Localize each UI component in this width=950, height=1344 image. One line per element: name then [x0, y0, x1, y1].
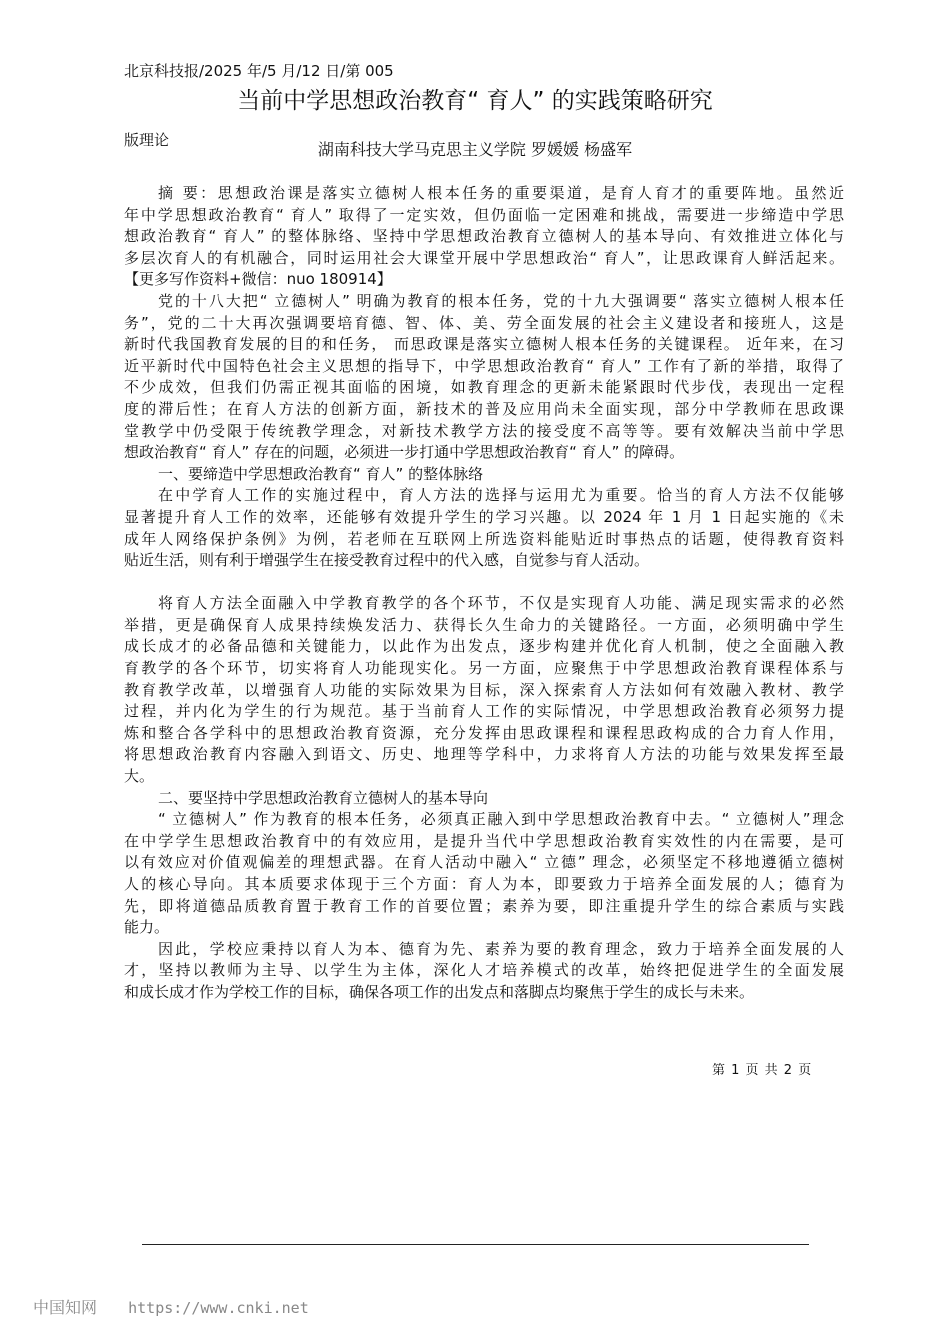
- paragraph: [124, 291, 844, 464]
- text-line: 年中学思想政治教育“ 育人” 取得了一定实效，但仍面临一定困难和挑战，需要进一步缔造中学思: [124, 205, 844, 224]
- text-line: 因此，学校应秉持以育人为本、德育为先、素养为要的教育理念，致力于培养全面发展的人: [158, 939, 844, 958]
- text-line: 成年人网络保护条例》为例，若老师在互联网上所选资料能贴近时事热点的话题，使得教育资料: [124, 529, 844, 548]
- page-number: 第 1 页 共 2 页: [712, 1063, 813, 1078]
- text-line: 多层次育人的有机融合，同时运用社会大课堂开展中学思想政治“ 育人”，让思政课育人鲜活起来。: [124, 248, 844, 267]
- text-line: 堂教学中仍受限于传统教学理念，对新技术教学方法的接受度不高等等。要有效解决当前中学思: [124, 421, 844, 440]
- text-line: 先，即将道德品质教育置于教育工作的首要位置；素养为要，即注重提升学生的综合素质与实践: [124, 896, 844, 915]
- text-line: 度的滞后性；在育人方法的创新方面，新技术的普及应用尚未全面实现，部分中学教师在思政课: [124, 399, 844, 418]
- text-line: 和成长成才作为学校工作的目标，确保各项工作的出发点和落脚点均聚焦于学生的成长与未来。: [124, 982, 755, 1001]
- text-line: 一、要缔造中学思想政治教育“ 育人” 的整体脉络: [158, 464, 484, 483]
- text-line: 二、要坚持中学思想政治教育立德树人的基本导向: [158, 788, 489, 807]
- text-line: 成长成才的必备品德和关键能力，以此作为出发点，逐步构建并优化育人机制，使之全面融入教: [124, 637, 844, 656]
- text-line: 在中学育人工作的实施过程中，育人方法的选择与运用尤为重要。恰当的育人方法不仅能够: [158, 486, 844, 505]
- text-line: 大。: [124, 767, 155, 786]
- text-line: “ 立德树人” 作为教育的根本任务，必须真正融入到中学思想政治教育中去。“ 立德树人”理念: [158, 810, 844, 829]
- section-heading: [124, 464, 844, 486]
- article-title: 当前中学思想政治教育“ 育人” 的实践策略研究: [237, 88, 713, 114]
- text-line: 在中学学生思想政治教育中的有效应用，是提升当代中学思想政治教育实效性的内在需要，是可: [124, 831, 844, 850]
- footer: [33, 1295, 309, 1318]
- paragraph: [124, 939, 844, 1004]
- text-line: 不少成效，但我们仍需正视其面临的困境，如教育理念的更新未能紧跟时代步伐，表现出一定程: [124, 378, 844, 397]
- text-line: 将育人方法全面融入中学教育教学的各个环节，不仅是实现育人功能、满足现实需求的必然: [158, 594, 844, 613]
- source-header-line-2: 版理论: [124, 131, 170, 149]
- text-line: 党的十八大把“ 立德树人” 明确为教育的根本任务，党的十九大强调要“ 落实立德树人根本任: [158, 291, 844, 310]
- text-line: 新时代我国教育发展的目的和任务， 而思政课是落实立德树人根本任务的关键课程。 近年来，在习: [124, 335, 844, 354]
- footer-divider: [142, 1244, 809, 1245]
- paragraph: [124, 183, 844, 291]
- text-line: 举措，更是确保育人成果持续焕发活力、获得长久生命力的关键路径。一方面，必须明确中学生: [124, 615, 844, 634]
- text-line: 贴近生活，则有利于增强学生在接受教育过程中的代入感，自觉参与育人活动。: [124, 551, 650, 570]
- text-line: 务”，党的二十大再次强调要培育德、智、体、美、劳全面发展的社会主义建设者和接班人，这是: [124, 313, 844, 332]
- text-line: 想政治教育“ 育人” 存在的问题，必须进一步打通中学思想政治教育“ 育人” 的障碍。: [124, 443, 685, 462]
- text-line: 将思想政治教育内容融入到语文、历史、地理等学科中，力求将育人方法的功能与效果发挥至最: [124, 745, 844, 764]
- text-line: 【更多写作资料+微信：nuo 180914】: [124, 270, 392, 289]
- paragraph-gap: [124, 572, 844, 594]
- text-line: 以有效应对价值观偏差的理想武器。在育人活动中融入“ 立德” 理念，必须坚定不移地遵循立德树: [124, 853, 844, 872]
- text-line: 显著提升育人工作的效率，还能够有效提升学生的学习兴趣。以 2024 年 1 月 1 日起实施的《未: [124, 507, 844, 526]
- cnki-logo-text: 中国知网: [33, 1298, 98, 1317]
- text-line: 教育教学改革，以增强育人功能的实际效果为目标，深入探索育人方法如何有效融入教材、教学: [124, 680, 844, 699]
- text-line: 过程，并内化为学生的行为规范。基于当前育人工作的实际情况，中学思想政治教育必须努力提: [124, 702, 844, 721]
- text-line: 能力。: [124, 918, 170, 937]
- paragraph: [124, 485, 844, 571]
- article-authors: 湖南科技大学马克思主义学院 罗媛媛 杨盛军: [317, 140, 633, 159]
- paragraph: [124, 809, 844, 939]
- text-line: 人的核心导向。其本质要求体现于三个方面：育人为本，即要致力于培养全面发展的人；德育为: [124, 875, 844, 893]
- article-body: [124, 183, 844, 1004]
- text-line: 近平新时代中国特色社会主义思想的指导下，中学思想政治教育“ 育人” 工作有了新的举措，取得了: [124, 356, 844, 375]
- text-line: 才，坚持以教师为主导、以学生为主体，深化人才培养模式的改革，始终把促进学生的全面发展: [124, 961, 844, 980]
- text-line: 想政治教育“ 育人” 的整体脉络、坚持中学思想政治教育立德树人的基本导向、有效推进立体化与: [124, 227, 844, 246]
- source-header-line-1: 北京科技报/2025 年/5 月/12 日/第 005: [124, 62, 394, 80]
- cnki-url-link[interactable]: https://www.cnki.net: [128, 1299, 309, 1317]
- text-line: 育教学的各个环节，切实将育人功能现实化。另一方面，应聚焦于中学思想政治教育课程体系与: [124, 659, 844, 678]
- section-heading: [124, 788, 844, 810]
- text-line: 炼和整合各学科中的思想政治教育资源，充分发挥由思政课程和课程思政构成的合力育人作用，: [124, 723, 844, 742]
- paragraph: [124, 593, 844, 787]
- text-line: 摘 要：思想政治课是落实立德树人根本任务的重要渠道，是育人育才的重要阵地。虽然近: [158, 184, 844, 202]
